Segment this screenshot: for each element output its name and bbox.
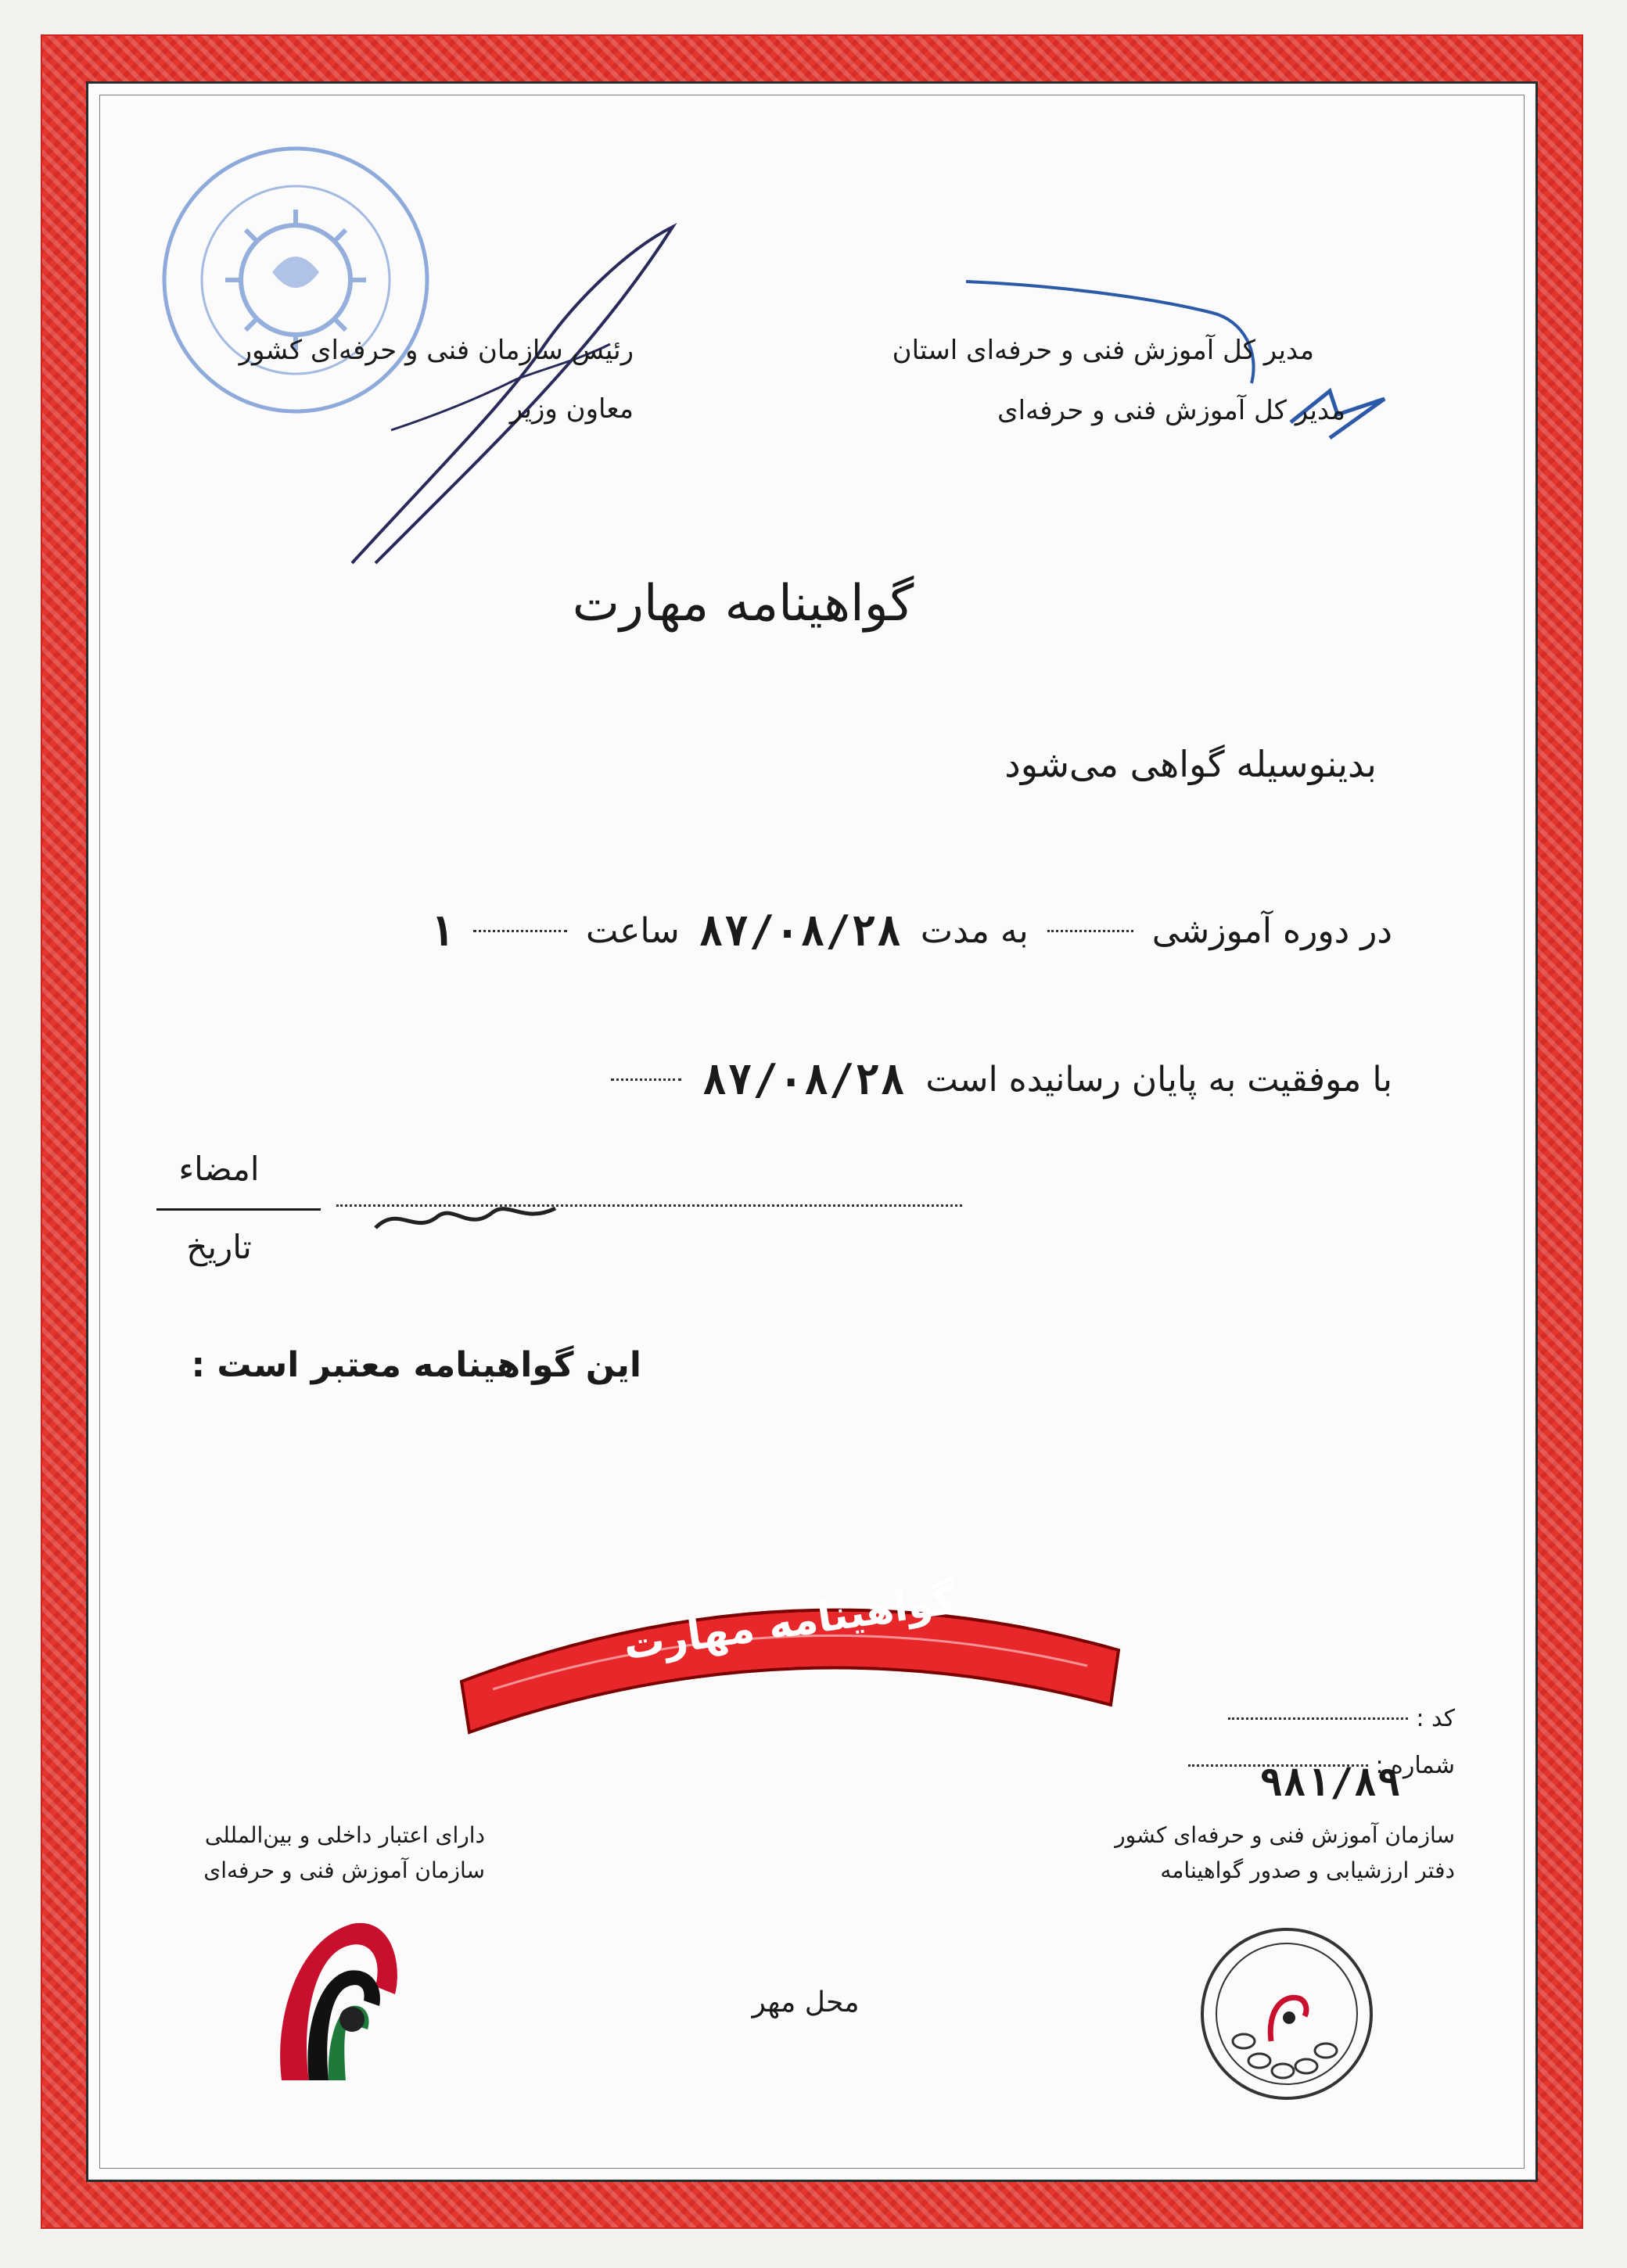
banner-text: گواهینامه مهارت xyxy=(620,1576,960,1670)
line2-prefix: در دوره آموزشی xyxy=(1151,910,1392,951)
center-footer: محل مهر xyxy=(752,1986,860,2019)
handwritten-signature-icon xyxy=(368,1189,571,1251)
left-footer-line1: دارای اعتبار داخلی و بین‌المللی xyxy=(204,1822,485,1848)
left-footer-line2: سازمان آموزش فنی و حرفه‌ای xyxy=(203,1857,485,1883)
serial-code-row xyxy=(1173,1705,1455,1732)
signature-label-bottom: تاریخ xyxy=(186,1228,252,1266)
certificate-title: گواهینامه مهارت xyxy=(572,575,914,633)
date-two: ۸۷/۰۸/۲۸ xyxy=(702,1054,906,1104)
right-footer-line2: دفتر ارزشیابی و صدور گواهینامه xyxy=(1160,1857,1455,1883)
body-line-1: بدینوسیله گواهی می‌شود xyxy=(1004,743,1377,785)
body-line-2 xyxy=(156,899,1392,962)
bottom-right-stamp-icon xyxy=(1197,1924,1377,2104)
grade-digit: ۱ xyxy=(429,906,454,956)
dotted-fill xyxy=(1047,930,1133,932)
serial-code-label: کد : xyxy=(1416,1705,1455,1732)
right-footer-line1: سازمان آموزش فنی و حرفه‌ای کشور xyxy=(1115,1822,1455,1848)
issuer-left-line2: معاون وزیر xyxy=(509,393,634,425)
line2-suffix: ساعت xyxy=(585,910,680,951)
line3-suffix: با موفقیت به پایان رسانیده است xyxy=(925,1059,1392,1100)
dotted-fill xyxy=(611,1078,681,1081)
date-one: ۸۷/۰۸/۲۸ xyxy=(698,906,902,956)
signature-label-top: امضاء xyxy=(178,1150,260,1188)
issuer-right-line1: مدیر کل آموزش فنی و حرفه‌ای استان xyxy=(892,335,1314,366)
serial-number-value: ۹۸۱/۸۹ xyxy=(1259,1760,1401,1805)
organization-logo-icon xyxy=(266,1908,407,2088)
issuer-right-line2: مدیر کل آموزش فنی و حرفه‌ای xyxy=(997,395,1345,426)
serial-number-label: شماره : xyxy=(1375,1752,1455,1779)
signature-line xyxy=(156,1208,321,1211)
serial-code-value xyxy=(1228,1717,1408,1720)
line2-label: به مدت xyxy=(920,910,1029,951)
body-line-3 xyxy=(156,1048,1392,1111)
issuer-left-line1: رئیس سازمان فنی و حرفه‌ای کشور xyxy=(239,335,634,366)
dotted-fill xyxy=(473,930,567,932)
qualification-heading: این گواهینامه معتبر است : xyxy=(191,1345,641,1385)
